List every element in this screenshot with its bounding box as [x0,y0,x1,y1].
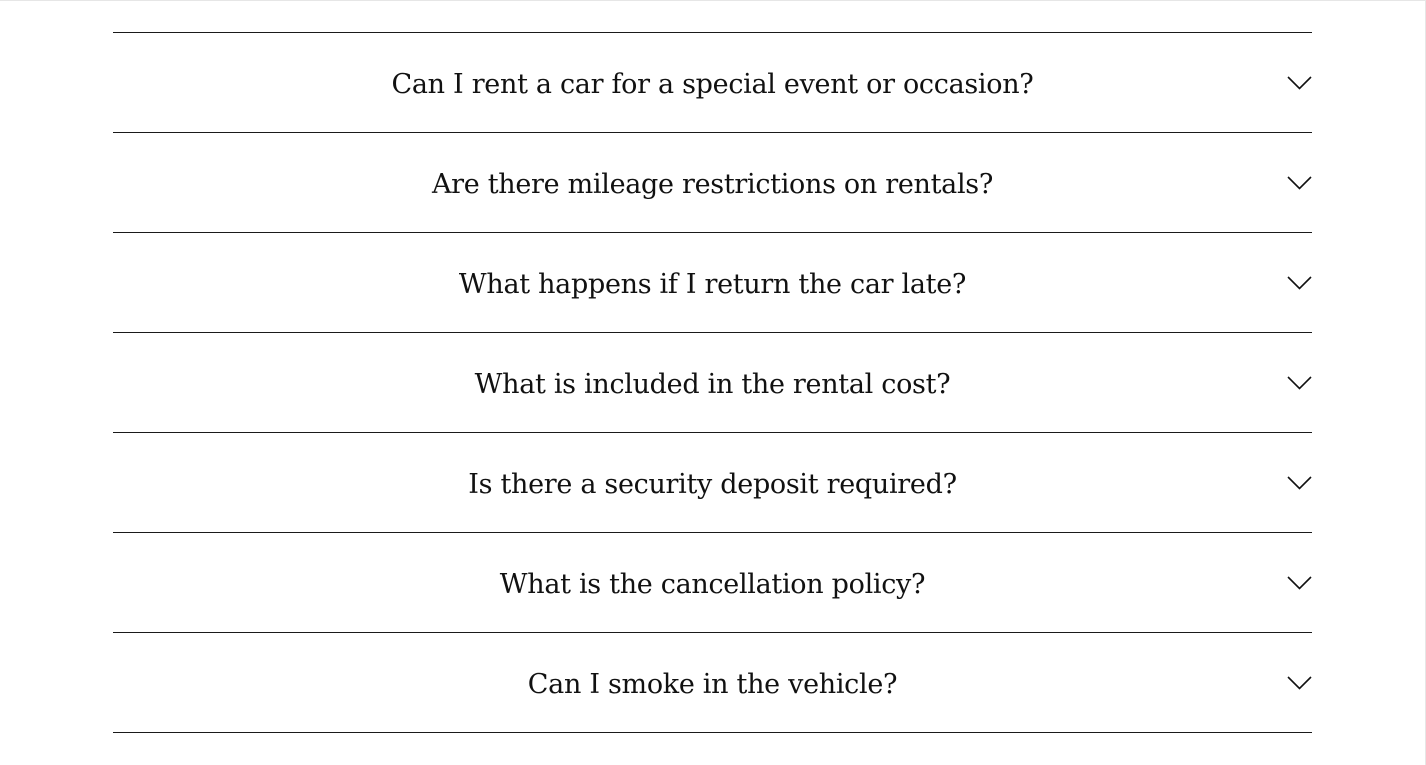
faq-question: Is there a security deposit required? [468,469,957,500]
faq-question: What is the cancellation policy? [499,569,926,600]
faq-item[interactable] [113,33,1312,133]
chevron-down-icon[interactable] [1287,576,1312,590]
faq-item[interactable] [113,333,1312,433]
chevron-down-icon[interactable] [1287,476,1312,490]
faq-item[interactable] [113,233,1312,333]
faq-question: Can I smoke in the vehicle? [527,669,898,700]
faq-item[interactable] [113,433,1312,533]
faq-question: What is included in the rental cost? [474,369,951,400]
faq-question: Can I rent a car for a special event or occasion? [391,69,1034,100]
faq-item[interactable] [113,633,1312,733]
chevron-down-icon[interactable] [1287,276,1312,290]
faq-item[interactable] [113,133,1312,233]
chevron-down-icon[interactable] [1287,676,1312,690]
faq-question: Are there mileage restrictions on rentals? [431,169,994,200]
chevron-down-icon[interactable] [1287,176,1312,190]
faq-item[interactable] [113,533,1312,633]
chevron-down-icon[interactable] [1287,376,1312,390]
faq-question: What happens if I return the car late? [458,269,967,300]
chevron-down-icon[interactable] [1287,76,1312,90]
faq-list [113,32,1312,733]
